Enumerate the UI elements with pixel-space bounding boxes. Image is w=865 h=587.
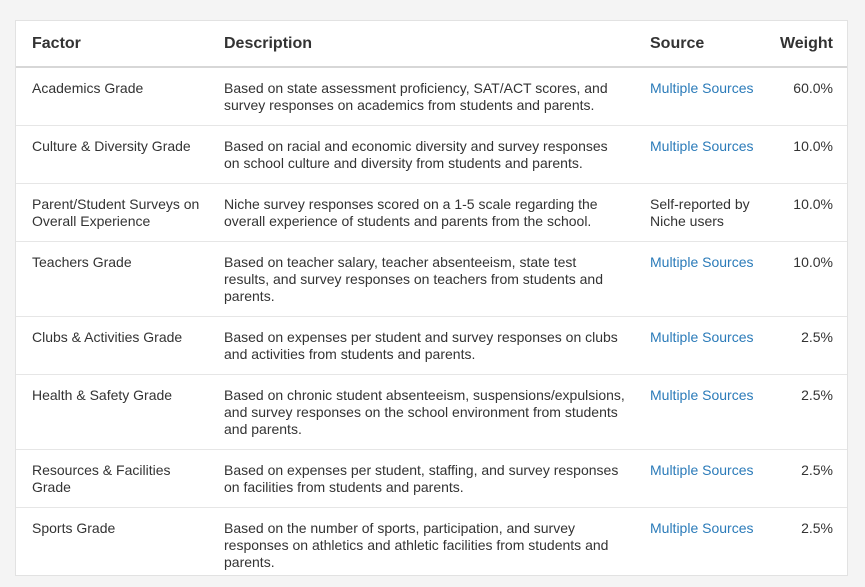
description-cell: Based on chronic student absenteeism, suspensions/expulsions, and survey responses on the school environment from students and parents. [210, 375, 635, 450]
factors-table-card [15, 20, 848, 576]
weight-cell: 10.0% [754, 126, 848, 184]
factor-cell: Resources & Facilities Grade [16, 450, 210, 508]
description-cell: Based on expenses per student and survey responses on clubs and activities from students and parents. [210, 317, 635, 375]
source-cell [635, 450, 754, 508]
description-cell: Based on racial and economic diversity and survey responses on school culture and diversity from students and parents. [210, 126, 635, 184]
description-cell: Niche survey responses scored on a 1-5 scale regarding the overall experience of students and parents from the school. [210, 184, 635, 242]
factor-cell: Clubs & Activities Grade [16, 317, 210, 375]
source-cell [635, 242, 754, 317]
table-row [16, 317, 848, 375]
table-row [16, 450, 848, 508]
description-cell: Based on the number of sports, participation, and survey responses on athletics and athletic facilities from students and parents. [224, 520, 609, 570]
weight-cell: 10.0% [754, 242, 848, 317]
weight-cell: 60.0% [754, 67, 848, 126]
source-link[interactable]: Multiple Sources [650, 462, 754, 478]
weight-cell: 2.5% [801, 520, 833, 536]
weight-cell: 2.5% [754, 450, 848, 508]
weight-cell: 10.0% [754, 184, 848, 242]
source-text: Self-reported by Niche users [650, 196, 750, 229]
table-row [16, 67, 848, 126]
weight-cell: 2.5% [754, 317, 848, 375]
header-source: Source [635, 21, 754, 67]
source-link[interactable]: Multiple Sources [650, 520, 754, 536]
table-header-row [16, 21, 848, 67]
factor-cell: Teachers Grade [16, 242, 210, 317]
header-description: Description [210, 21, 635, 67]
source-link[interactable]: Multiple Sources [650, 329, 754, 345]
source-cell [635, 126, 754, 184]
table-row [16, 508, 848, 577]
table-row [16, 375, 848, 450]
source-cell [635, 67, 754, 126]
source-cell [635, 317, 754, 375]
factor-cell: Parent/Student Surveys on Overall Experience [16, 184, 210, 242]
source-cell [635, 375, 754, 450]
factors-table [16, 21, 848, 576]
description-cell: Based on state assessment proficiency, SAT/ACT scores, and survey responses on academics from students and parents. [210, 67, 635, 126]
source-link[interactable]: Multiple Sources [650, 138, 754, 154]
factor-cell: Sports Grade [32, 520, 116, 536]
description-cell: Based on expenses per student, staffing, and survey responses on facilities from students and parents. [210, 450, 635, 508]
factor-cell: Health & Safety Grade [16, 375, 210, 450]
table-body [16, 67, 848, 576]
factor-cell: Academics Grade [16, 67, 210, 126]
source-link[interactable]: Multiple Sources [650, 387, 754, 403]
table-row [16, 126, 848, 184]
weight-cell: 2.5% [754, 375, 848, 450]
factor-cell: Culture & Diversity Grade [16, 126, 210, 184]
header-weight: Weight [754, 21, 848, 67]
source-cell [635, 508, 754, 577]
source-link[interactable]: Multiple Sources [650, 254, 754, 270]
source-link[interactable]: Multiple Sources [650, 80, 754, 96]
description-cell: Based on teacher salary, teacher absenteeism, state test results, and survey responses on teachers from students and parents. [210, 242, 635, 317]
table-row [16, 242, 848, 317]
table-row [16, 184, 848, 242]
source-cell [635, 184, 754, 242]
header-factor: Factor [16, 21, 210, 67]
